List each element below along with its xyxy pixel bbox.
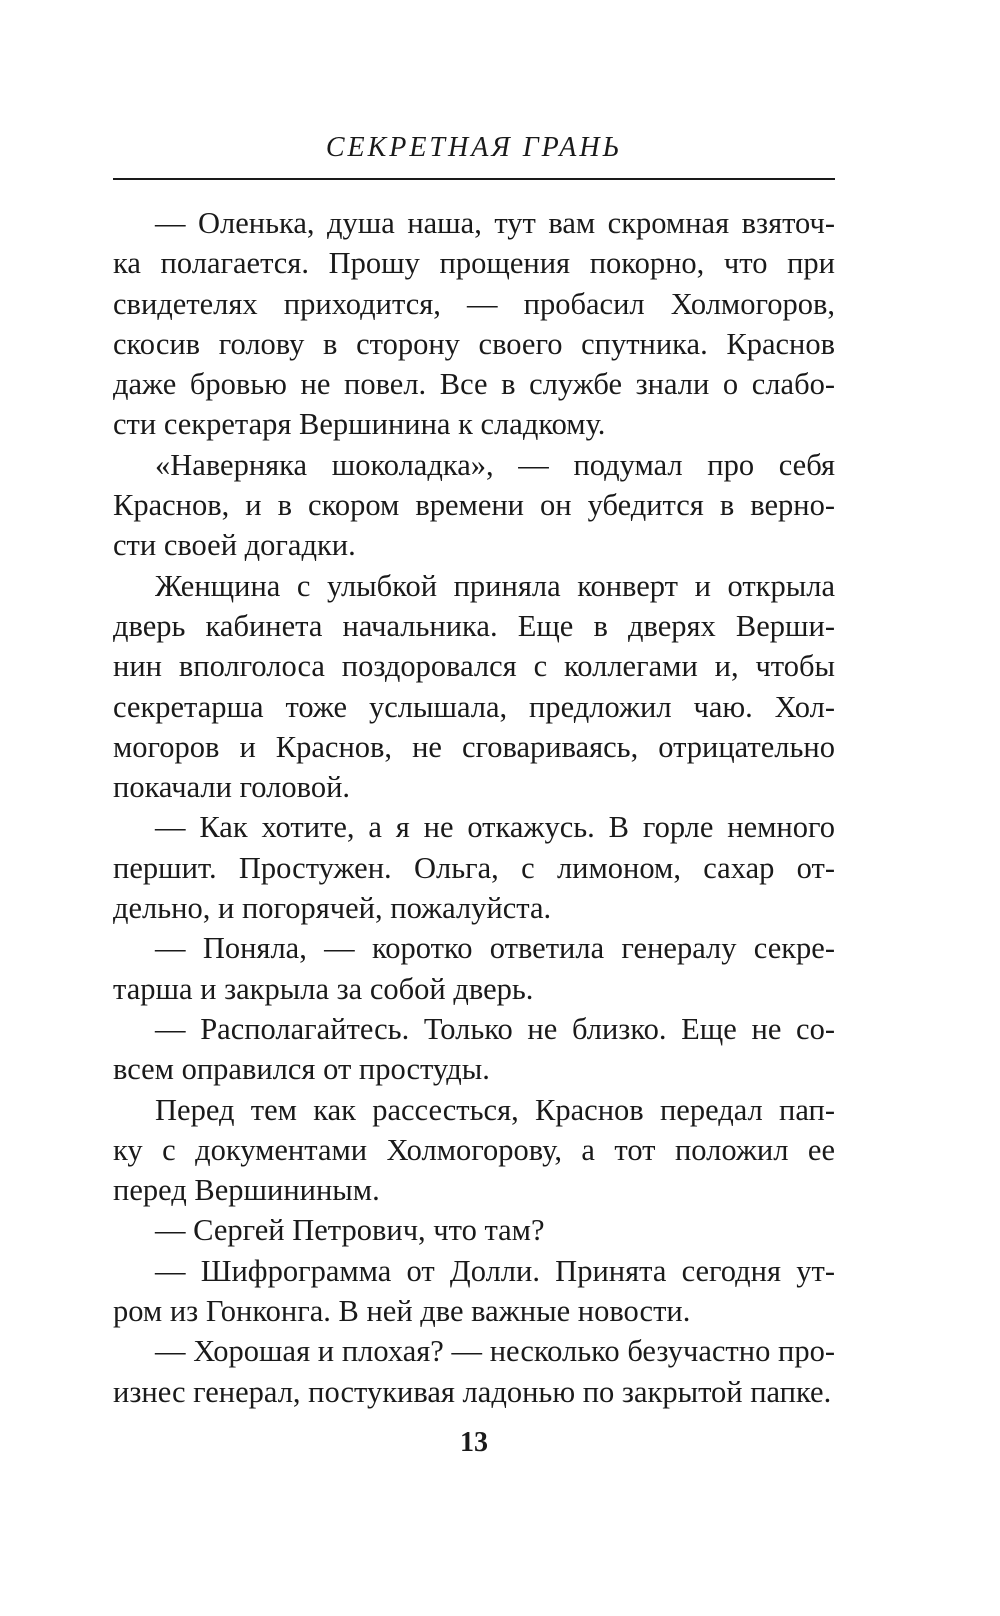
text-line: Женщина с улыбкой приняла конверт и открыла: [155, 568, 835, 603]
paragraph: [113, 1331, 835, 1412]
text-line: — Располагайтесь. Только не близко. Еще не со-: [155, 1011, 835, 1046]
text-line: нин вполголоса поздоровался с коллегами и, чтобы: [113, 649, 835, 684]
text-line: свидетелях приходится, — пробасил Холмогоров,: [113, 286, 835, 321]
text-line: скосив голову в сторону своего спутника. Краснов: [113, 326, 835, 361]
text-line: даже бровью не повел. Все в службе знали о слабо-: [113, 367, 835, 402]
header-rule: [113, 178, 835, 180]
paragraph: [113, 1251, 835, 1332]
paragraph: [113, 1009, 835, 1090]
text-line: Перед тем как рассесться, Краснов передал пап-: [155, 1092, 835, 1127]
text-line: ка полагается. Прошу прощения покорно, что при: [113, 246, 835, 281]
text-line: — Шифрограмма от Долли. Принята сегодня ут-: [155, 1253, 835, 1288]
text-line: — Оленька, душа наша, тут вам скромная взяточ-: [155, 206, 835, 240]
page-number: 13: [460, 1427, 488, 1458]
text-line: ром из Гонконга. В ней две важные новости.: [113, 1294, 691, 1329]
text-line: — Поняла, — коротко ответила генералу секре-: [155, 931, 835, 966]
text-line: — Сергей Петрович, что там?: [155, 1213, 545, 1248]
text-line: изнес генерал, постукивая ладонью по закрытой папке.: [113, 1374, 832, 1409]
text-line: сти секретаря Вершинина к сладкому.: [113, 407, 606, 442]
text-line: покачали головой.: [113, 770, 351, 805]
text-line: всем оправился от простуды.: [113, 1052, 490, 1087]
paragraph: [113, 807, 835, 928]
paragraph: [113, 203, 835, 445]
text-line: тарша и закрыла за собой дверь.: [113, 971, 534, 1006]
text-line: першит. Простужен. Ольга, с лимоном, сахар от-: [113, 850, 835, 885]
body-text: [113, 203, 835, 1412]
text-line: перед Вершининым.: [113, 1173, 380, 1208]
text-line: секретарша тоже услышала, предложил чаю. Хол-: [113, 689, 835, 724]
text-line: дельно, и погорячей, пожалуйста.: [113, 891, 552, 926]
text-line: — Хорошая и плохая? — несколько безучастно про-: [155, 1334, 835, 1369]
running-head: СЕКРЕТНАЯ ГРАНЬ: [325, 132, 623, 163]
text-line: — Как хотите, а я не откажусь. В горле немного: [155, 810, 835, 845]
text-line: сти своей догадки.: [113, 528, 356, 563]
text-line: «Наверняка шоколадка», — подумал про себя: [155, 447, 835, 482]
text-line: ку с документами Холмогорову, а тот положил ее: [113, 1132, 835, 1167]
paragraph: [113, 445, 835, 566]
paragraph: [113, 1210, 835, 1250]
paragraph: [113, 928, 835, 1009]
text-line: могоров и Краснов, не сговариваясь, отрицательно: [113, 729, 835, 764]
text-line: Краснов, и в скором времени он убедится в верно-: [113, 488, 835, 523]
paragraph: [113, 566, 835, 808]
text-line: дверь кабинета начальника. Еще в дверях Верши-: [113, 608, 835, 643]
paragraph: [113, 1090, 835, 1211]
